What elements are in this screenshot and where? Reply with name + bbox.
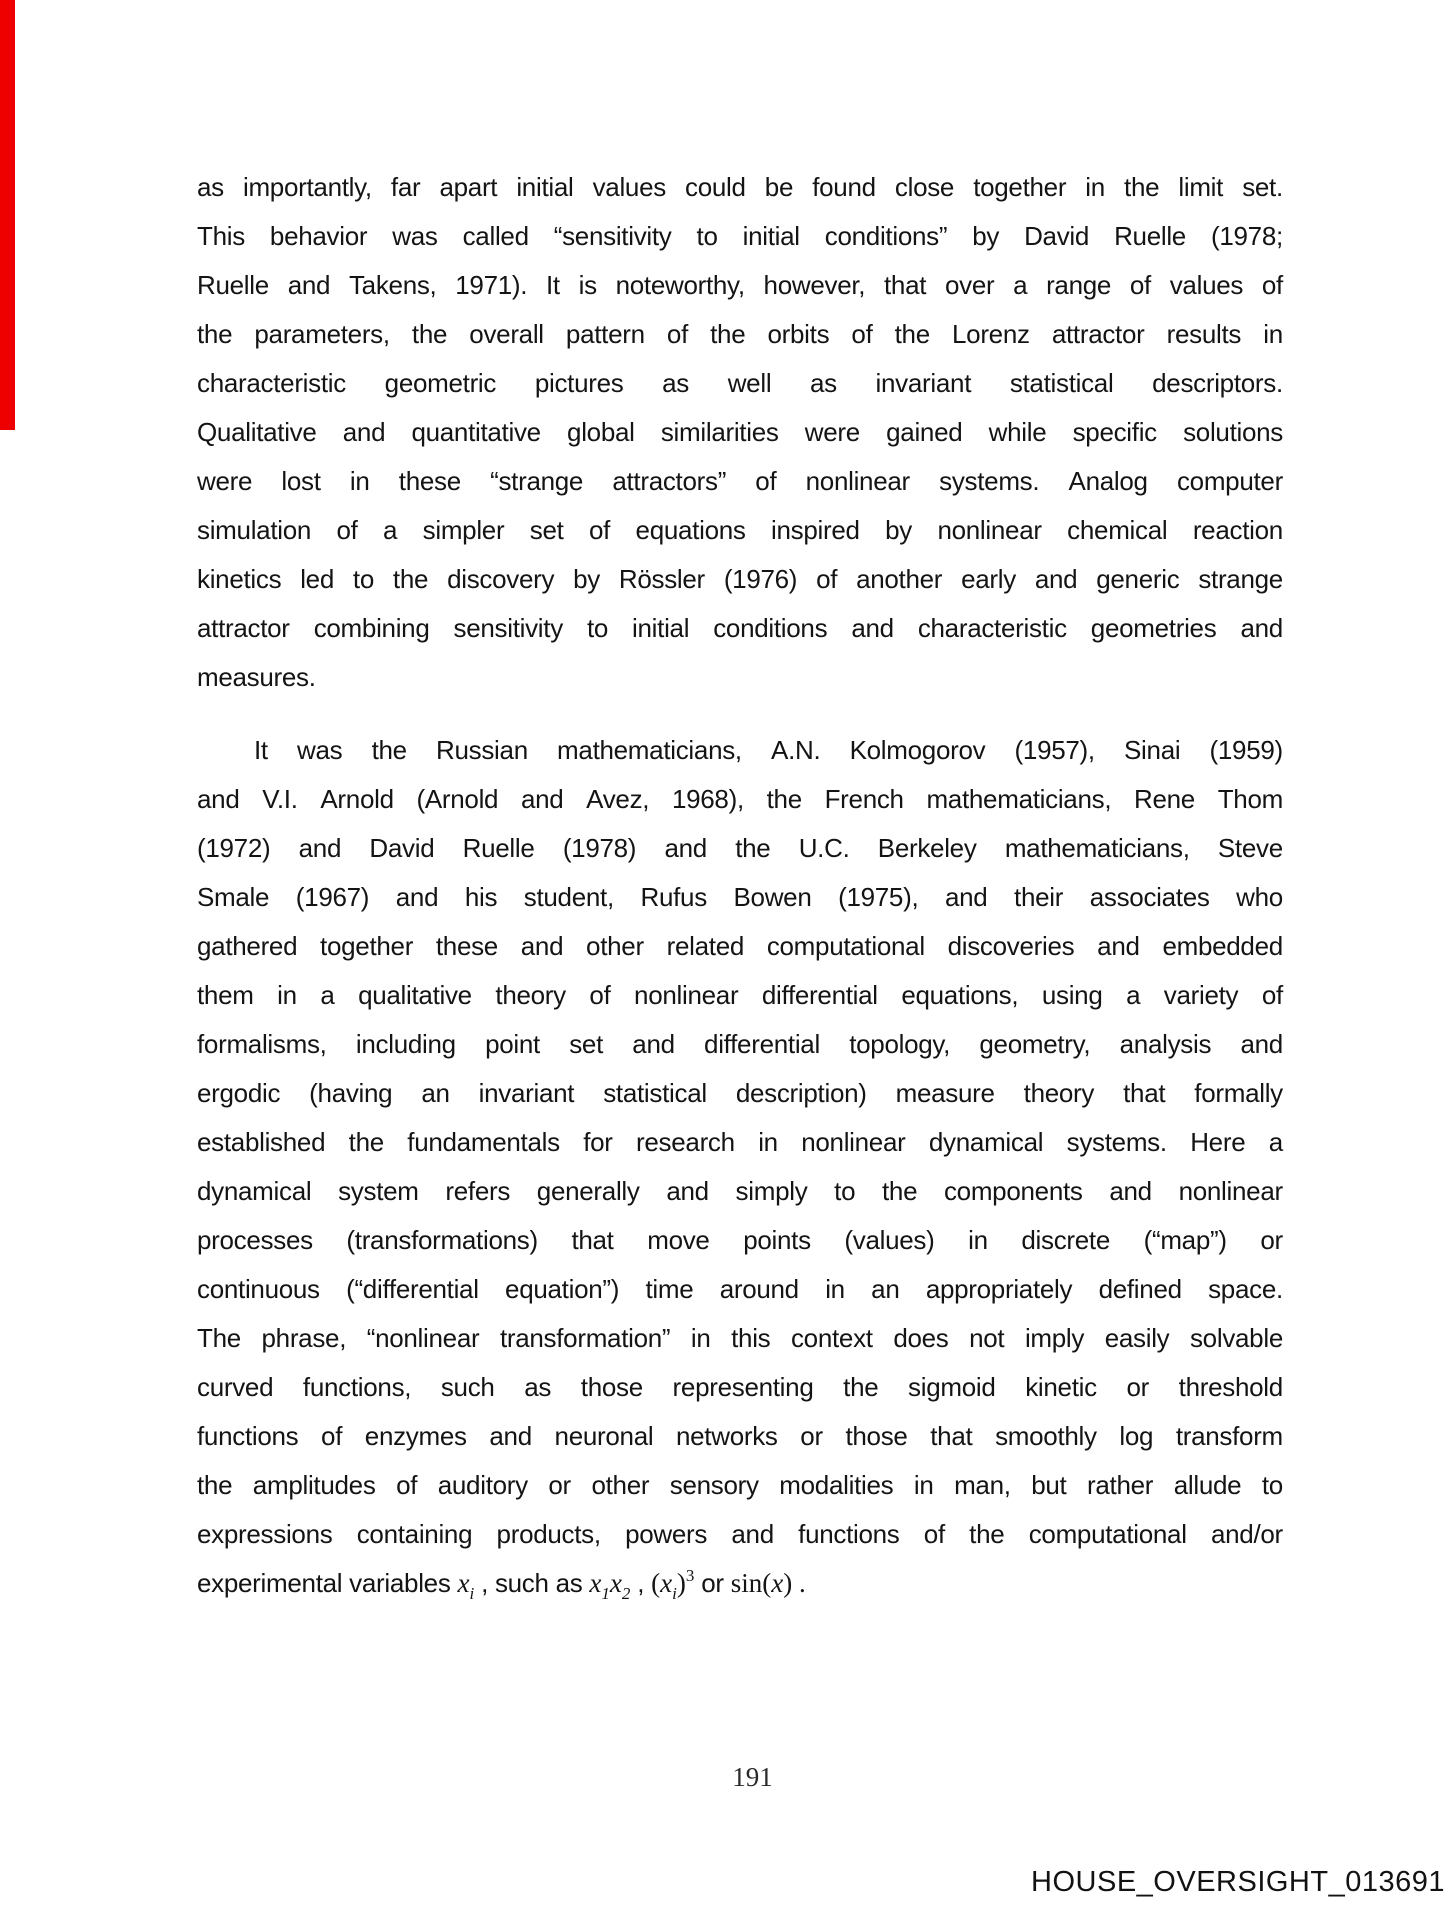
math-segment: x xyxy=(771,1568,784,1598)
math-segment: sin( xyxy=(730,1568,772,1598)
text-line: measures. xyxy=(197,662,316,692)
text-line: characteristic geometric pictures as well as invariant statistical descriptors. xyxy=(197,368,1283,398)
paragraph-1 xyxy=(197,163,1283,702)
text-line: expressions containing products, powers and functions of the computational and/or xyxy=(197,1519,1283,1549)
math-segment: $x_i$ xyxy=(457,1568,475,1603)
text-line xyxy=(197,1559,1283,1608)
text-line: the parameters, the overall pattern of the orbits of the Lorenz attractor results in xyxy=(197,319,1283,349)
math-segment: $x_i$ xyxy=(660,1568,677,1603)
text-line: established the fundamentals for research in nonlinear dynamical systems. Here a xyxy=(197,1127,1283,1157)
text-line: them in a qualitative theory of nonlinear differential equations, using a variety of xyxy=(197,980,1283,1010)
page-number: 191 xyxy=(732,1762,773,1792)
text-line: curved functions, such as those representing the sigmoid kinetic or threshold xyxy=(197,1372,1283,1402)
text-line: The phrase, “nonlinear transformation” in this context does not imply easily solvable xyxy=(197,1323,1283,1353)
text-line: and V.I. Arnold (Arnold and Avez, 1968), the French mathematicians, Rene Thom xyxy=(197,784,1283,814)
text-line: It was the Russian mathematicians, A.N. Kolmogorov (1957), Sinai (1959) xyxy=(254,735,1283,765)
body-text xyxy=(197,163,1283,1608)
text-segment: experimental variables xyxy=(197,1568,458,1598)
math-segment: )$^3$ xyxy=(676,1566,695,1598)
text-line: formalisms, including point set and differential topology, geometry, analysis and xyxy=(197,1029,1283,1059)
text-line: continuous (“differential equation”) time around in an appropriately defined space. xyxy=(197,1274,1283,1304)
math-segment: ( xyxy=(651,1568,661,1598)
text-line: dynamical system refers generally and simply to the components and nonlinear xyxy=(197,1176,1283,1206)
text-line: were lost in these “strange attractors” of nonlinear systems. Analog computer xyxy=(197,466,1283,496)
math-segment: $x_2$ xyxy=(609,1568,631,1603)
math-segment: ) . xyxy=(783,1568,806,1598)
text-line: the amplitudes of auditory or other sensory modalities in man, but rather allude to xyxy=(197,1470,1283,1500)
text-line: Ruelle and Takens, 1971). It is noteworthy, however, that over a range of values of xyxy=(197,270,1283,300)
text-line: attractor combining sensitivity to initial conditions and characteristic geometries and xyxy=(197,613,1283,643)
text-segment: , xyxy=(630,1568,652,1598)
text-line: kinetics led to the discovery by Rössler (1976) of another early and generic strange xyxy=(197,564,1283,594)
bates-number: HOUSE_OVERSIGHT_013691 xyxy=(1031,1866,1445,1898)
red-margin-stripe xyxy=(0,0,15,430)
text-line: as importantly, far apart initial values could be found close together in the limit set. xyxy=(197,172,1283,202)
text-line: processes (transformations) that move points (values) in discrete (“map”) or xyxy=(197,1225,1283,1255)
text-line: Qualitative and quantitative global similarities were gained while specific solutions xyxy=(197,417,1283,447)
paragraph-2 xyxy=(197,726,1283,1608)
math-segment: $x_1$ xyxy=(589,1568,610,1603)
text-line: functions of enzymes and neuronal networks or those that smoothly log transform xyxy=(197,1421,1283,1451)
text-line: gathered together these and other related computational discoveries and embedded xyxy=(197,931,1283,961)
text-segment: or xyxy=(694,1568,731,1598)
text-line: ergodic (having an invariant statistical description) measure theory that formally xyxy=(197,1078,1283,1108)
text-line: This behavior was called “sensitivity to initial conditions” by David Ruelle (1978; xyxy=(197,221,1283,251)
text-line: simulation of a simpler set of equations inspired by nonlinear chemical reaction xyxy=(197,515,1283,545)
text-line: (1972) and David Ruelle (1978) and the U.C. Berkeley mathematicians, Steve xyxy=(197,833,1283,863)
text-segment: , such as xyxy=(474,1568,590,1598)
text-line: Smale (1967) and his student, Rufus Bowen (1975), and their associates who xyxy=(197,882,1283,912)
